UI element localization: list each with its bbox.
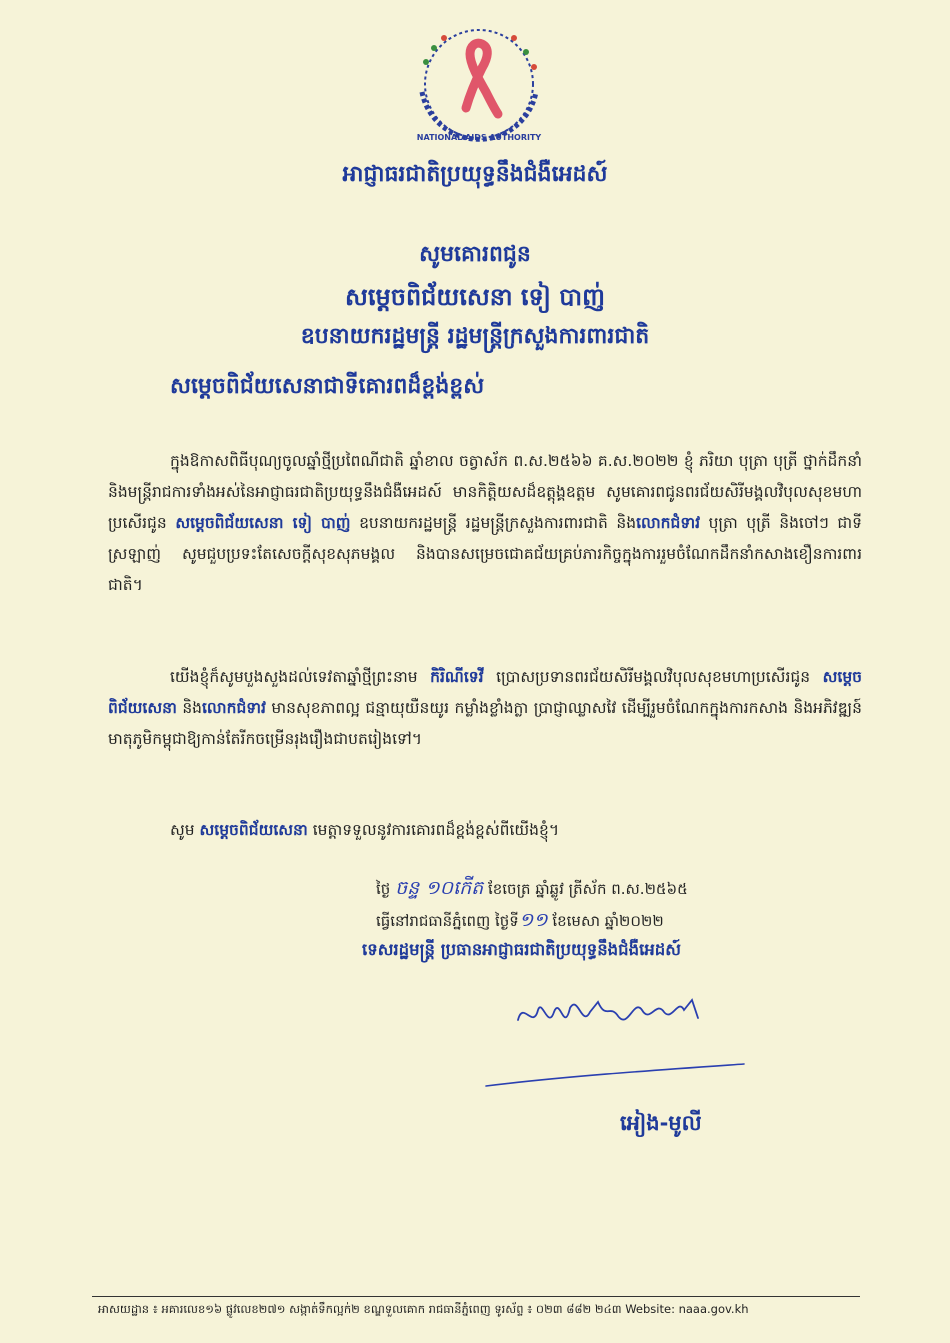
p2-recipient-name: សម្តេចពិជ័យសេនា [108,668,862,717]
body-paragraph-1 [108,446,862,601]
logo-ring-text: NATIONAL AIDS AUTHORITY [416,133,542,142]
signer-name: អៀង-មូលី [620,1111,702,1135]
footer-divider [92,1296,860,1297]
p2-text-e: និង [176,699,203,717]
signer-title: ទេសរដ្ឋមន្ត្រី ប្រធានអាជ្ញាធរជាតិប្រយុទ្ធនឹងជំងឺអេដស៍ [362,940,681,959]
p2-deity-name: កិរិណីទេវី [430,668,484,686]
lunar-date-line [376,876,688,904]
closing-recipient: សម្តេចពិជ័យសេនា [199,821,308,839]
solar-date-handwritten: ១១ [518,909,548,931]
salutation: សម្តេចពិជ័យសេនាជាទីគោរពដ៏ខ្ពង់ខ្ពស់ [170,374,485,399]
p1-text-c: ឧបនាយករដ្ឋមន្ត្រី រដ្ឋមន្ត្រីក្រសួងការពារជាតិ និង [350,514,637,532]
p1-lady-title: លោកជំទាវ [636,514,701,532]
solar-date-rest: ខែមេសា ឆ្នាំ២០២២ [552,912,664,930]
organization-name: អាជ្ញាធរជាតិប្រយុទ្ធនឹងជំងឺអេដស៍ [342,162,608,187]
p2-text-a: យើងខ្ញុំក៏សូមបួងសួងដល់ទេវតាឆ្នាំថ្មីព្រះនាម [170,668,431,686]
p1-text-a: ក្នុងឱកាសពិធីបុណ្យចូលឆ្នាំថ្មីប្រពៃណីជាតិ ឆ្នាំខាល ចត្វាស័ក ព.ស.២៥៦៦ គ.ស.២០២២ ខ្ញុំ ភរិយា បុត្រា បុត្រី ថ្នាក់ដឹកនាំ និងមន្ត្រីរាជការទាំងអស់នៃអាជ្ញាធរជាតិប្រយុទ្ធនឹងជំងឺអេដស៍ មានកិត្តិយសដ៏ឧត្តុង្គឧត្តម សូមគោរពជូនពរជ័យសិរីមង្គលវិបុលសុខមហាប្រសើរជូន [108,452,862,532]
lunar-date-label: ថ្ងៃ [376,880,391,898]
closing-sentence [170,820,559,843]
closing-text-a: សូម [170,821,200,839]
p1-recipient-name: សម្តេចពិជ័យសេនា ទៀ បាញ់ [175,514,351,532]
lunar-date-rest: ខែចេត្រ ឆ្នាំឆ្លូវ ត្រីស័ក ព.ស.២៥៦៥ [488,880,688,898]
recipient-name: សម្តេចពិជ័យសេនា ទៀ បាញ់ [345,283,605,311]
recipient-intro: សូមគោរពជូន [419,242,531,267]
solar-date-line [376,908,664,936]
lunar-date-handwritten: ចន្ទ ១០កើត [395,877,484,899]
p2-text-c: ប្រោសប្រទានពរជ័យសិរីមង្គលវិបុលសុខមហាប្រសើរជូន [483,668,823,686]
closing-text-c: មេត្តាទទួលនូវការគោរពដ៏ខ្ពង់ខ្ពស់ពីយើងខ្ញុំ។ [307,821,560,839]
p1-text-e: បុត្រា បុត្រី និងចៅៗ ជាទីស្រឡាញ់ សូមជួបប្រទះតែសេចក្តីសុខសុភមង្គល និងបានសម្រេចជោគជ័យគ្រប់ភារកិច្ចក្នុងការរួមចំណែកដឹកនាំកសាងខឿនការពារជាតិ។ [108,514,862,594]
p2-lady-title: លោកជំទាវ [202,699,266,717]
body-paragraph-2 [108,662,862,755]
footer-address: អាសយដ្ឋាន ៖ អគារលេខ១៦ ផ្លូវលេខ២៧១ សង្កាត់ទឹកល្អក់២ ខណ្ឌទួលគោក រាជធានីភ្នំពេញ ទូរស័ព្ទ ៖ ០២៣ ៨៨២ ២៤៣ Website: naaa.gov.kh [98,1302,749,1316]
recipient-title: ឧបនាយករដ្ឋមន្ត្រី រដ្ឋមន្ត្រីក្រសួងការពារជាតិ [300,324,650,349]
solar-date-label: ធ្វើនៅរាជធានីភ្នំពេញ ថ្ងៃទី [376,912,519,930]
red-ribbon-logo-icon [404,22,554,150]
handwritten-signature [478,990,748,1090]
p2-text-g: មានសុខភាពល្អ ជន្មាយុយឺនយូរ កម្លាំងខ្លាំងក្លា ប្រាជ្ញាឈ្លាសវៃ ដើម្បីរួមចំណែកក្នុងការកសាង និងអភិវឌ្ឍន៍មាតុភូមិកម្ពុជាឱ្យកាន់តែរីកចម្រើនរុងរឿងជាបតរៀងទៅ។ [108,699,863,748]
